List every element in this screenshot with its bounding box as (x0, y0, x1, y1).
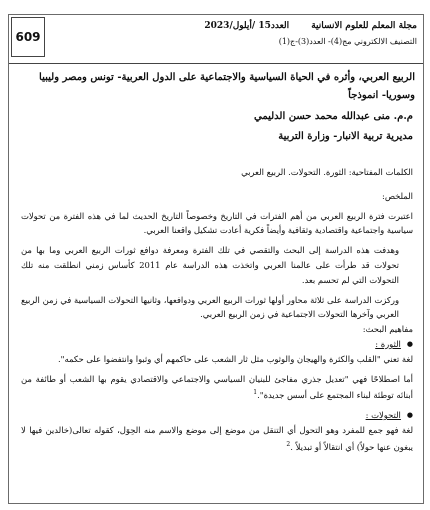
header-line-1 (204, 21, 417, 31)
abstract-paragraph-2: وهدفت هذه الدراسة إلى البحث والتقصي في تلك الفترة ومعرفة دوافع ثورات الربيع العربي وما بها من تحولات قد طرأت على عالمنا العربي واتخذت هذه الدراسة عام 2011 كأساس زمني انطلقت منه تلك التحولات التي لم تحسم بعد. (21, 245, 400, 285)
author-affiliation: مديرية تربية الانبار- وزارة التربية (278, 131, 413, 142)
footnote-marker-1: 1 (253, 389, 258, 397)
journal-page (8, 14, 424, 504)
abstract-paragraph-3: وركزت الدراسة على ثلاثة محاور أولها ثورات الربيع العربي ودوافعها، وثانيها التحولات السياسية في زمن الربيع العربي وآخرها التحولات الاجتماعية في زمن الربيع العربي. (21, 294, 399, 320)
concept-1-terminological (21, 372, 413, 403)
concept-2-linguistic-text: لغة فهو جمع للمفرد وهو التحول أي التنقل من موضع إلى موضع والاسم منه الحِوَل، كقوله تعالى(خالدين فيها لا يبغون عنها حولاً) أي انتقالاً أو تبديلاً . (21, 424, 413, 452)
concept-1-terminological-text: أما اصطلاحًا فهي "تعديل جذري مفاجئ للبنيان السياسي والاجتماعي والاقتصادي يقوم بها الشعب أو طائفة من أبنائه توطئة لبناء المجتمع على أسس جديدة". (21, 373, 413, 401)
header-rule (9, 63, 423, 64)
concept-2-linguistic (21, 423, 413, 454)
article-author: م.م. منى عبدالله محمد حسن الدليمي (253, 111, 413, 122)
page-number-box (11, 17, 45, 57)
classification-info: التصنيف الالكتروني مج(4)- العدد(3)-ج(1) (278, 37, 417, 46)
page-header (9, 15, 423, 63)
footnote-marker-2: 2 (286, 440, 291, 448)
page-number: 609 (15, 30, 41, 44)
bullet-icon: ● (406, 410, 413, 419)
concept-2-item (21, 408, 413, 423)
journal-name: مجلة المعلم للعلوم الانسانية (311, 21, 417, 31)
concepts-heading: مفاهيم البحث: (362, 324, 413, 335)
concept-1-item (21, 337, 413, 352)
concept-1-linguistic: لغة تعني "القلب والكثرة والهيجان والوثوب مثل ثار الشعب على حاكمهم أي وثبوا وانتفضوا على حكمه". (57, 353, 413, 364)
abstract-heading: الملخص: (382, 190, 413, 201)
concept-2-label: التحولات : (365, 409, 401, 420)
abstract-paragraph-1: اعتبرت فترة الربيع العربي من أهم الفترات في التاريخ وخصوصاً التاريخ الحديث لما في هذه الفترة من تحولات سياسية واجتماعية واقتصادية وثقافية وأيضاً فكرية أعادت تشكيل واقعنا العربي. (21, 210, 413, 236)
concept-1-label: الثورة : (375, 338, 401, 349)
keywords: الكلمات المفتاحية: الثورة. التحولات. الربيع العربي (241, 167, 413, 177)
issue-info: العدد15 /أيلول/2023 (204, 21, 290, 31)
article-body (21, 165, 413, 454)
article-title: الربيع العربي، وأثره في الحياة السياسية والاجتماعية على الدول العربية- تونس ومصر وليبيا وسوريا- انموذجاً (39, 72, 415, 101)
bullet-icon: ● (406, 339, 413, 348)
